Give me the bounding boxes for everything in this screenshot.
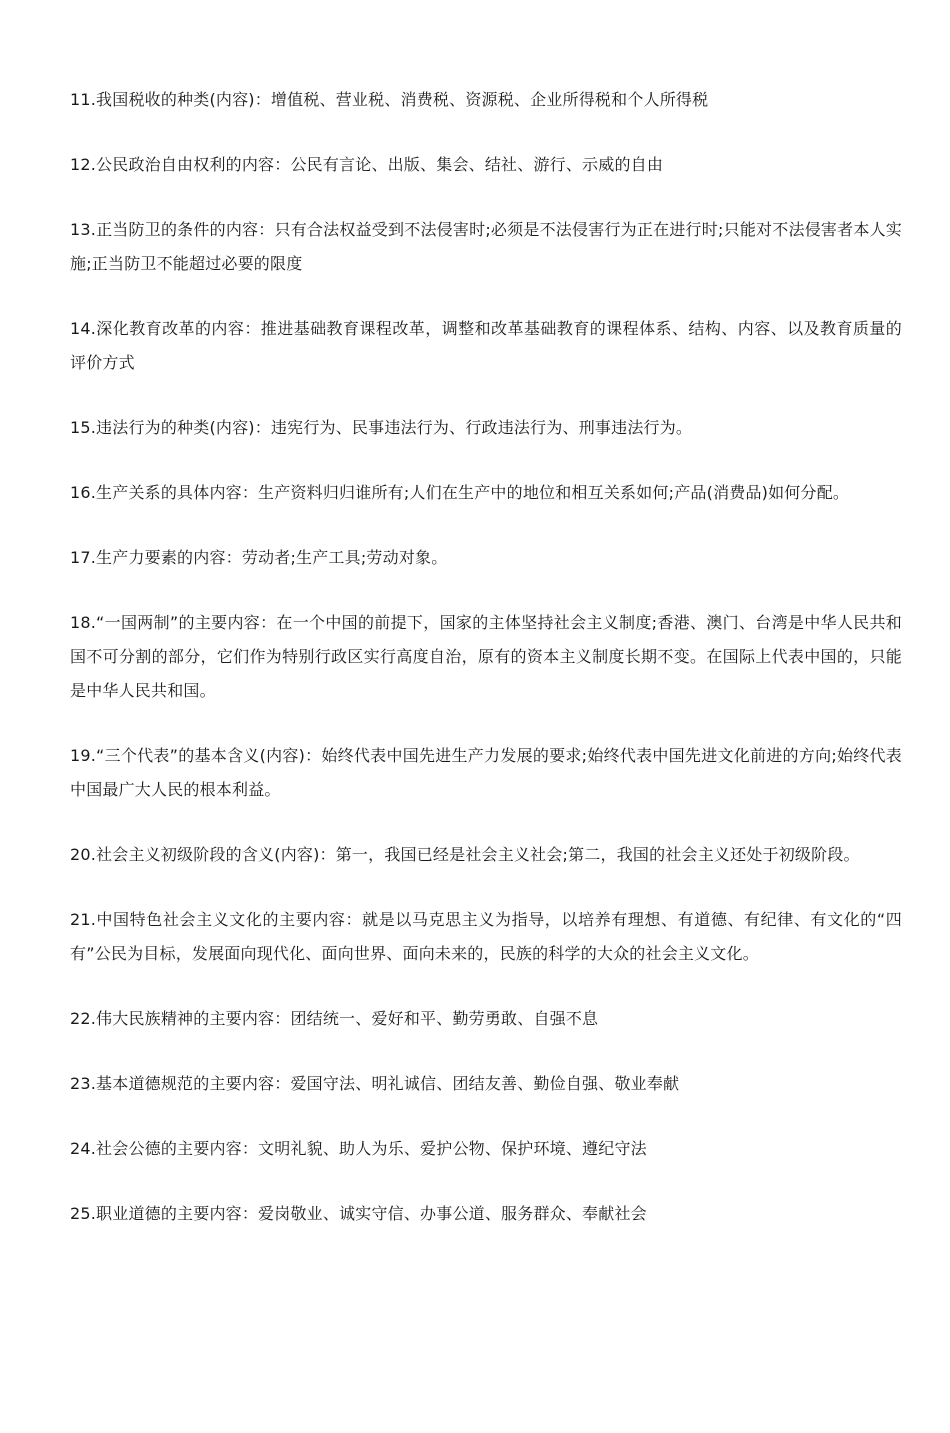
document-body [70,83,902,1262]
item-25: 25.职业道德的主要内容：爱岗敬业、诚实守信、办事公道、服务群众、奉献社会 [70,1204,647,1223]
item-14: 14.深化教育改革的内容：推进基础教育课程改革，调整和改革基础教育的课程体系、结构、内容、以及教育质量的评价方式 [70,319,902,372]
item-13: 13.正当防卫的条件的内容：只有合法权益受到不法侵害时;必须是不法侵害行为正在进行时;只能对不法侵害者本人实施;正当防卫不能超过必要的限度 [70,220,902,273]
item-22: 22.伟大民族精神的主要内容：团结统一、爱好和平、勤劳勇敢、自强不息 [70,1009,599,1028]
item-19: 19.“三个代表”的基本含义(内容)：始终代表中国先进生产力发展的要求;始终代表中国先进文化前进的方向;始终代表中国最广大人民的根本利益。 [70,746,902,799]
item-15: 15.违法行为的种类(内容)：违宪行为、民事违法行为、行政违法行为、刑事违法行为。 [70,418,693,437]
item-20: 20.社会主义初级阶段的含义(内容)：第一，我国已经是社会主义社会;第二，我国的社会主义还处于初级阶段。 [70,845,860,864]
item-11: 11.我国税收的种类(内容)：增值税、营业税、消费税、资源税、企业所得税和个人所得税 [70,90,709,109]
item-24: 24.社会公德的主要内容：文明礼貌、助人为乐、爱护公物、保护环境、遵纪守法 [70,1139,647,1158]
item-12: 12.公民政治自由权利的内容：公民有言论、出版、集会、结社、游行、示威的自由 [70,155,664,174]
item-23: 23.基本道德规范的主要内容：爱国守法、明礼诚信、团结友善、勤俭自强、敬业奉献 [70,1074,680,1093]
item-21: 21.中国特色社会主义文化的主要内容：就是以马克思主义为指导，以培养有理想、有道德、有纪律、有文化的“四有”公民为目标，发展面向现代化、面向世界、面向未来的，民族的科学的大众的社会主义文化。 [70,910,902,963]
item-16: 16.生产关系的具体内容：生产资料归归谁所有;人们在生产中的地位和相互关系如何;产品(消费品)如何分配。 [70,483,850,502]
item-17: 17.生产力要素的内容：劳动者;生产工具;劳动对象。 [70,548,448,567]
item-18: 18.“一国两制”的主要内容：在一个中国的前提下，国家的主体坚持社会主义制度;香港、澳门、台湾是中华人民共和国不可分割的部分，它们作为特别行政区实行高度自治，原有的资本主义制度长期不变。在国际上代表中国的，只能是中华人民共和国。 [70,613,902,700]
